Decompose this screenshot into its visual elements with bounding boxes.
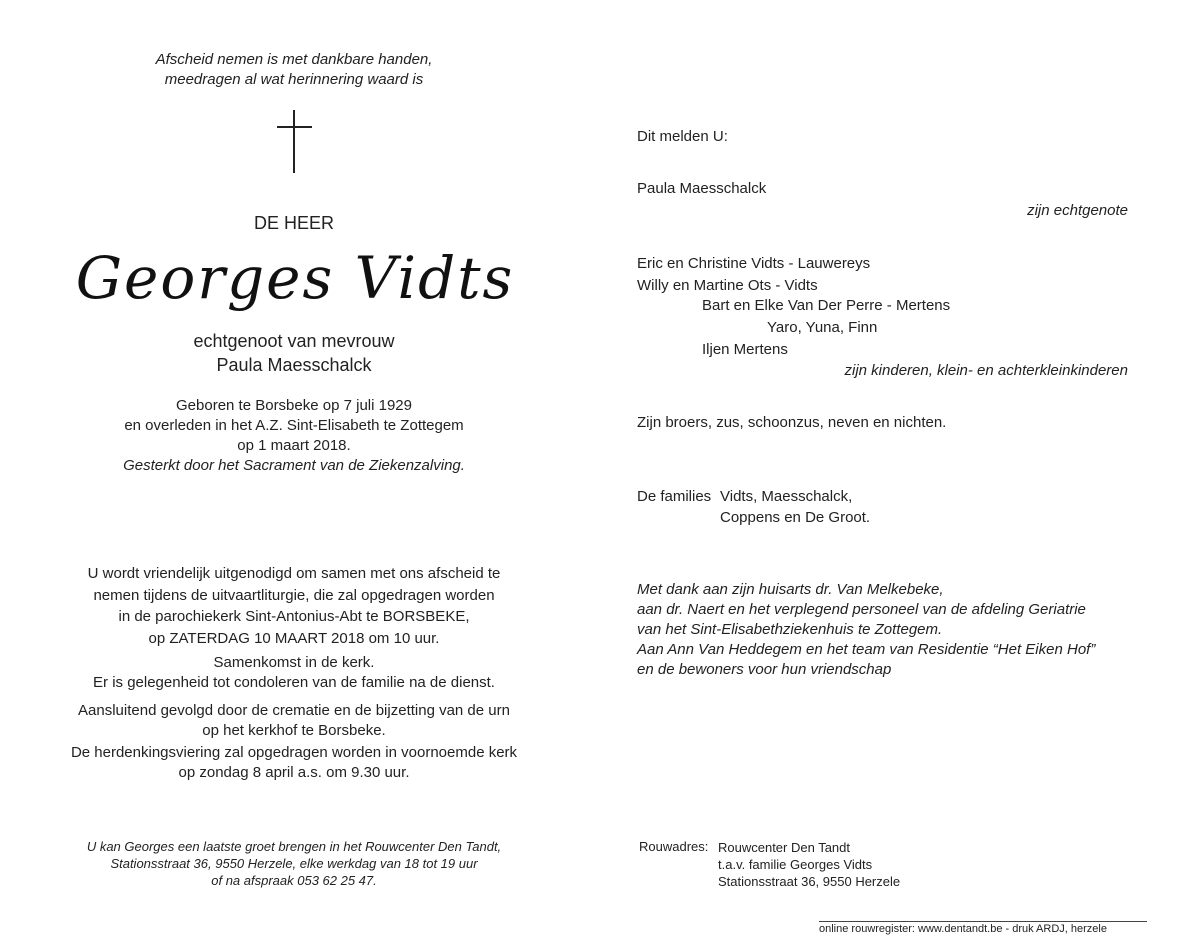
thanks-line: Aan Ann Van Heddegem en het team van Residentie “Het Eiken Hof” xyxy=(637,641,1096,658)
grandchild-line: Iljen Mertens xyxy=(702,341,788,358)
memorial-line: De herdenkingsviering zal opgedragen worden in voornoemde kerk xyxy=(70,744,518,761)
honorific: DE HEER xyxy=(253,213,334,233)
announce-line: Dit melden U: xyxy=(637,128,728,145)
great-grandchildren-line: Yaro, Yuna, Finn xyxy=(767,319,878,336)
death-line: en overleden in het A.Z. Sint-Elisabeth te Zottegem xyxy=(124,417,464,434)
spouse-line: echtgenoot van mevrouw xyxy=(193,331,395,351)
invitation-line: in de parochiekerk Sint-Antonius-Abt te BORSBEKE, xyxy=(118,608,470,625)
address-block xyxy=(718,839,900,890)
motto xyxy=(94,50,494,90)
birth-line: Geboren te Borsbeke op 7 juli 1929 xyxy=(176,397,412,414)
spouse-block xyxy=(94,329,494,377)
cremation-line: op het kerkhof te Borsbeke. xyxy=(202,722,386,739)
spouse-role: zijn echtgenote xyxy=(1027,202,1128,219)
gathering-line: Samenkomst in de kerk. xyxy=(213,654,375,671)
invitation-line: U wordt vriendelijk uitgenodigd om samen met ons afscheid te xyxy=(87,565,501,582)
footer-text: online rouwregister: www.dentandt.be - druk ARDJ, herzele xyxy=(819,923,1107,935)
invitation-line: nemen tijdens de uitvaartliturgie, die zal opgedragen worden xyxy=(93,586,495,604)
cremation-block xyxy=(44,701,544,741)
address-line: t.a.v. familie Georges Vidts xyxy=(718,857,873,872)
motto-line: Afscheid nemen is met dankbare handen, xyxy=(155,51,433,68)
invitation-block xyxy=(44,563,544,649)
visit-line: U kan Georges een laatste groet brengen in het Rouwcenter Den Tandt, xyxy=(86,839,502,854)
visit-line: of na afspraak 053 62 25 47. xyxy=(211,873,377,888)
gathering-line: Er is gelegenheid tot condoleren van de familie na de dienst. xyxy=(93,674,495,691)
birth-death-block xyxy=(64,396,524,476)
spouse-line: Paula Maesschalck xyxy=(216,355,372,375)
thanks-line: aan dr. Naert en het verplegend personeel van de afdeling Geriatrie xyxy=(637,601,1086,618)
children-block xyxy=(637,253,870,297)
thanks-line: van het Sint-Elisabethziekenhuis te Zottegem. xyxy=(637,621,943,638)
siblings-line: Zijn broers, zus, schoonzus, neven en nichten. xyxy=(637,414,947,431)
gathering-block xyxy=(44,653,544,693)
memorial-line: op zondag 8 april a.s. om 9.30 uur. xyxy=(178,764,410,781)
deceased-name: Georges Vidts xyxy=(75,244,515,312)
families-line: Coppens en De Groot. xyxy=(720,509,871,526)
child-line: Willy en Martine Ots - Vidts xyxy=(637,277,818,294)
motto-line: meedragen al wat herinnering waard is xyxy=(164,71,424,88)
visit-line: Stationsstraat 36, 9550 Herzele, elke werkdag van 18 tot 19 uur xyxy=(110,856,478,871)
child-line: Eric en Christine Vidts - Lauwereys xyxy=(637,255,871,272)
thanks-block xyxy=(637,580,1095,680)
address-line: Stationsstraat 36, 9550 Herzele xyxy=(718,874,901,889)
death-date-line: op 1 maart 2018. xyxy=(237,437,351,454)
thanks-line: Met dank aan zijn huisarts dr. Van Melkebeke, xyxy=(637,581,944,598)
footer-divider xyxy=(819,921,1147,922)
children-role: zijn kinderen, klein- en achterkleinkinderen xyxy=(844,362,1128,379)
invitation-line: op ZATERDAG 10 MAART 2018 om 10 uur. xyxy=(148,629,440,647)
address-line: Rouwcenter Den Tandt xyxy=(718,840,851,855)
spouse-name: Paula Maesschalck xyxy=(637,180,767,197)
address-label: Rouwadres: xyxy=(639,839,709,854)
sacrament-line: Gesterkt door het Sacrament van de Ziekenzalving. xyxy=(123,457,465,474)
cremation-line: Aansluitend gevolgd door de crematie en de bijzetting van de urn xyxy=(78,702,510,719)
families-line: Vidts, Maesschalck, xyxy=(720,488,853,505)
visit-block xyxy=(44,838,544,889)
families-label: De families xyxy=(637,488,712,505)
grandchild-line: Bart en Elke Van Der Perre - Mertens xyxy=(702,297,951,314)
memorial-block xyxy=(34,743,554,783)
thanks-line: en de bewoners voor hun vriendschap xyxy=(637,661,892,678)
